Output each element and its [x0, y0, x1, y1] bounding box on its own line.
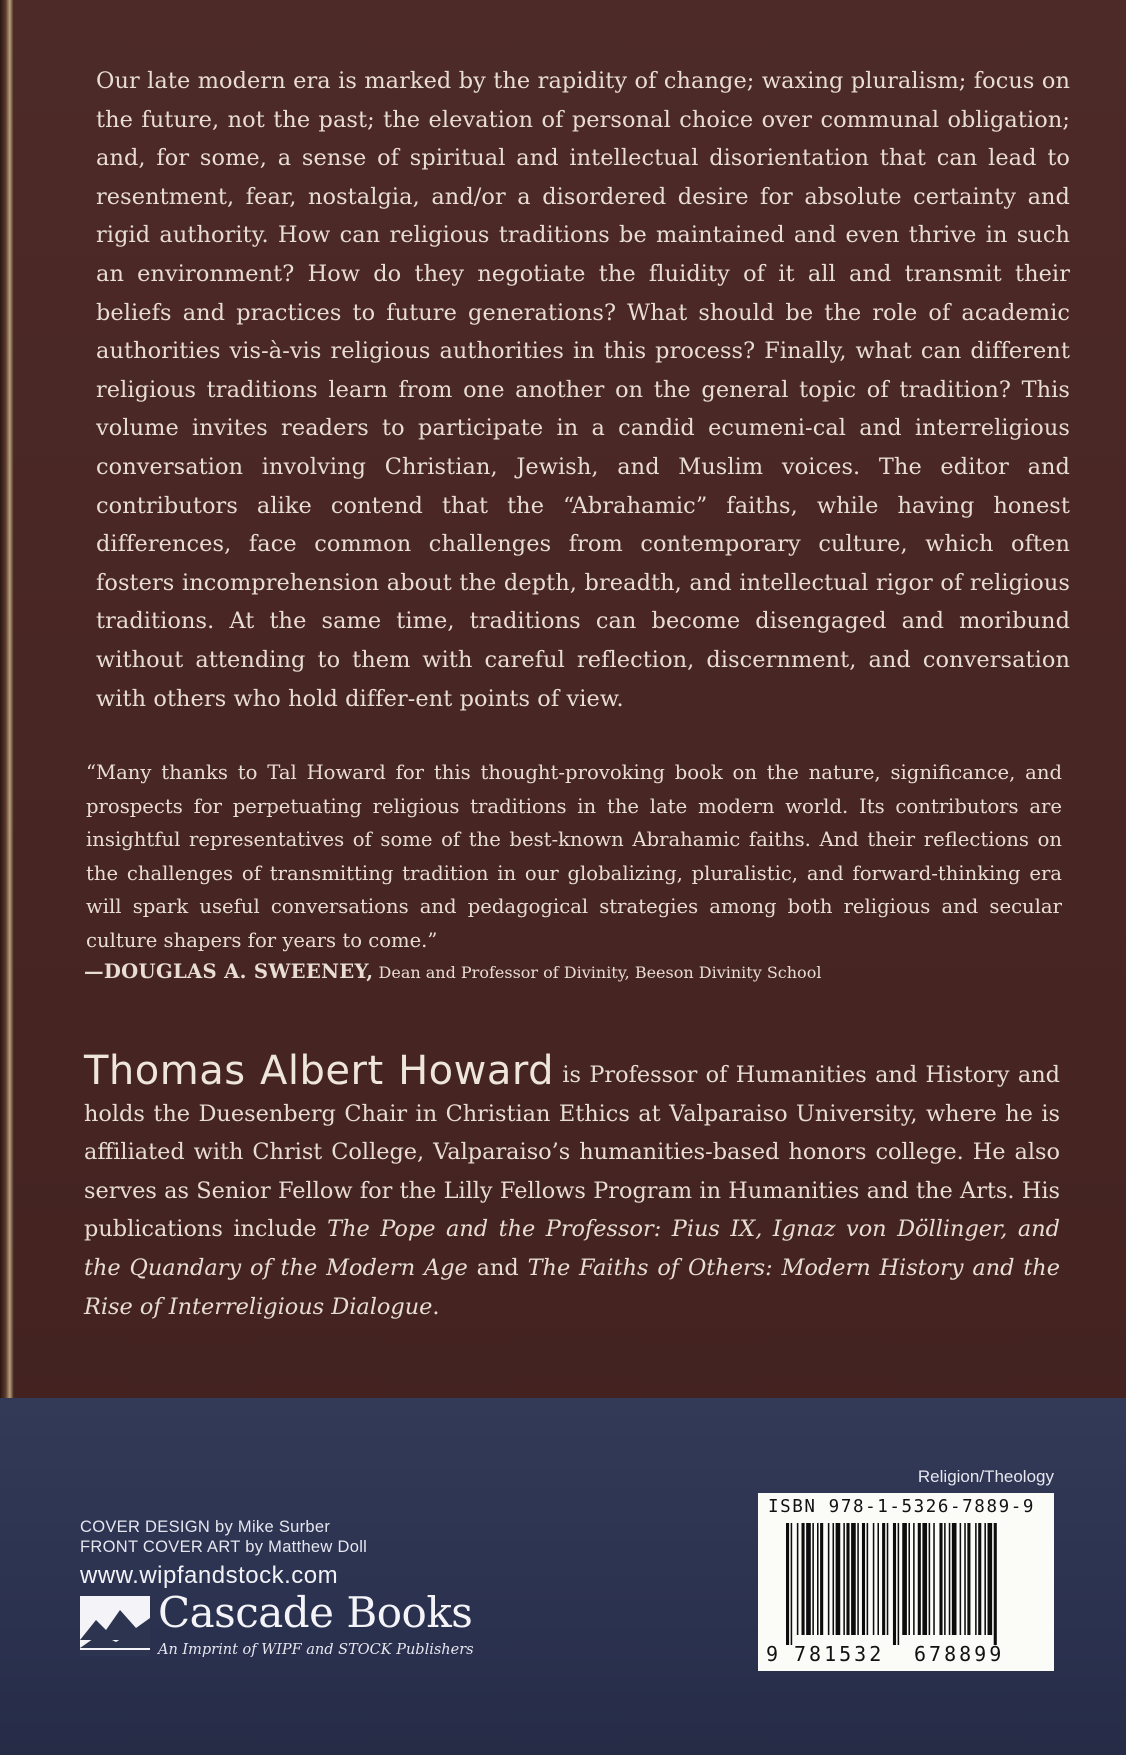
mountain-logo-icon — [80, 1596, 150, 1656]
barcode-bar — [846, 1523, 849, 1635]
barcode-graphic — [764, 1523, 1048, 1665]
barcode-bar — [836, 1523, 841, 1635]
barcode-bar — [898, 1523, 900, 1645]
barcode-bar — [817, 1523, 819, 1635]
barcode-bar — [857, 1523, 859, 1635]
barcode-bar — [887, 1523, 889, 1635]
endorsement-attribution — [84, 960, 1074, 983]
barcode-bar — [812, 1523, 814, 1635]
category-label: Religion/Theology — [917, 1467, 1054, 1486]
barcode-bars — [786, 1523, 997, 1645]
barcode-bar — [802, 1523, 805, 1635]
barcode-digits-right: 678899 — [914, 1642, 1005, 1665]
bio-text-3: . — [432, 1293, 440, 1320]
barcode-bar — [913, 1523, 915, 1635]
barcode-bar — [994, 1523, 997, 1645]
endorser-role: Dean and Professor of Divinity, Beeson Divinity School — [378, 963, 822, 982]
barcode-bar — [902, 1523, 907, 1635]
cover-art-credit: FRONT COVER ART by Matthew Doll — [80, 1538, 368, 1556]
endorsement-quote: “Many thanks to Tal Howard for this thought-provoking book on the nature, significance, and prospects for perpetuating religious traditions in the late modern world. Its contributors are insightful representatives of some of the best-known Abrahamic faiths. And their reflections on the challenges of transmitting tradition in our globalizing, pluralistic, and forward-thinking era will spark useful conversations and pedagogical strategies among both religious and secular culture shapers for years to come.” — [86, 761, 1062, 952]
barcode-bar — [922, 1523, 927, 1635]
barcode-bar — [873, 1523, 875, 1635]
barcode-bar — [867, 1523, 869, 1635]
barcode-bar — [820, 1523, 823, 1635]
publisher-imprint: An Imprint of WIPF and STOCK Publishers — [158, 1642, 474, 1658]
barcode-bar — [949, 1523, 951, 1635]
cover-design-credit: COVER DESIGN by Mike Surber — [80, 1518, 331, 1536]
barcode-bar — [964, 1523, 966, 1635]
barcode-bar — [944, 1523, 946, 1635]
publisher-logo-block — [80, 1588, 500, 1664]
endorser-name: —DOUGLAS A. SWEENEY, — [84, 960, 374, 983]
barcode-bar — [975, 1523, 977, 1635]
book-description: Our late modern era is marked by the rapidity of change; waxing pluralism; focus on the future, not the past; the elevation of personal choice over communal obligation; and, for some, a sense of spiritual and intellectual disorientation that can lead to resentment, fear, nostalgia, and/or a disordered desire for absolute certainty and rigid authority. How can religious traditions be maintained and even thrive in such an environment? How do they negotiate the fluidity of it all and transmit their beliefs and practices to future generations? What should be the role of academic authorities vis-à-vis religious authorities in this process? Finally, what can different religious traditions learn from one another on the general topic of tradition? This volume invites readers to participate in a candid ecumeni-cal and interreligious conversation involving Christian, Jewish, and Muslim voices. The editor and contributors alike contend that the “Abrahamic” faiths, while having honest differences, face common challenges from contemporary culture, which often fosters incomprehension about the depth, breadth, and intellectual rigor of religious traditions. At the same time, traditions can become disengaged and moribund without attending to them with careful reflection, discernment, and conversation with others who hold differ-ent points of view. — [96, 68, 1070, 712]
barcode-bar — [851, 1523, 856, 1635]
barcode-digits-left: 781532 — [794, 1642, 885, 1665]
barcode-bar — [843, 1523, 845, 1635]
barcode-bar — [882, 1523, 885, 1635]
publisher-name: Cascade Books — [158, 1588, 473, 1637]
barcode-bar — [862, 1523, 865, 1635]
author-name: Thomas Albert Howard — [84, 1048, 554, 1094]
barcode-bar — [908, 1523, 910, 1635]
barcode-bar — [797, 1523, 799, 1635]
barcode-bar — [967, 1523, 970, 1635]
barcode-bar — [988, 1523, 993, 1635]
barcode-bar — [960, 1523, 962, 1635]
book-title-2: The Faiths of Others: Modern History and the Rise of Interreligious Dialogue — [84, 1254, 1060, 1320]
barcode-bar — [978, 1523, 981, 1635]
barcode-bar — [877, 1523, 879, 1635]
publisher-website[interactable]: www.wipfandstock.com — [80, 1562, 339, 1589]
bio-text-2: and — [467, 1254, 528, 1281]
book-title-1: The Pope and the Professor: Pius IX, Ignaz von Döllinger, and the Quandary of the Modern Age — [84, 1216, 1060, 1281]
barcode-bar — [833, 1523, 835, 1635]
barcode-bar — [952, 1523, 957, 1635]
isbn-barcode — [758, 1493, 1054, 1671]
barcode-bar — [786, 1523, 789, 1645]
isbn-label: ISBN 978-1-5326-7889-9 — [768, 1497, 1035, 1517]
barcode-bar — [929, 1523, 931, 1635]
barcode-bar — [806, 1523, 811, 1635]
barcode-bar — [939, 1523, 942, 1635]
barcode-bar — [791, 1523, 793, 1645]
barcode-bar — [828, 1523, 830, 1635]
barcode-bar — [893, 1523, 896, 1645]
barcode-bar — [933, 1523, 935, 1635]
barcode-bar — [984, 1523, 986, 1635]
barcode-bar — [918, 1523, 921, 1635]
cover-credits — [80, 1517, 367, 1557]
bio-text-1: is Professor of Humanities and History and holds the Duesenberg Chair in Christian Ethics at Valparaiso University, where he is affiliated with Christ College, Valparaiso’s humanities-based honors college. He also serves as Senior Fellow for the Lilly Fellows Program in Humanities and the Arts. His publications include — [84, 1062, 1060, 1243]
barcode-digit-lead: 9 — [766, 1642, 779, 1665]
author-bio — [84, 1048, 1060, 1326]
